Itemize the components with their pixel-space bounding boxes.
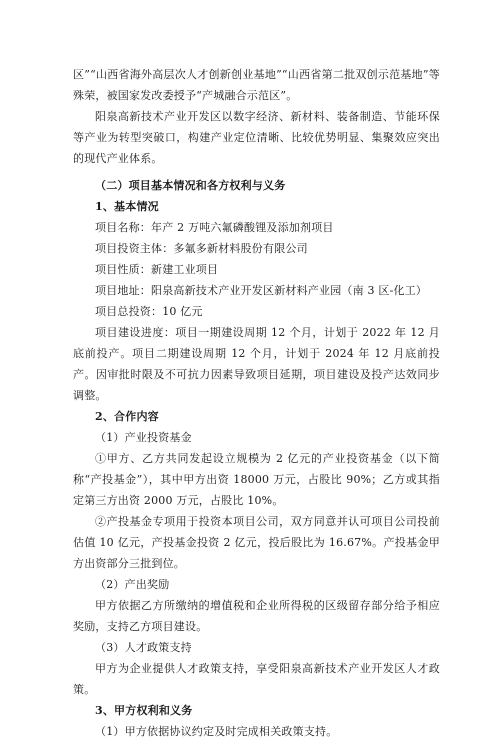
subheading-cooperation: 2、合作内容: [95, 410, 159, 423]
project-address: 项目地址：阳泉高新技术产业开发区新材料产业园（南 3 区-化工）: [95, 284, 428, 297]
project-investor: 项目投资主体：多氟多新材料股份有限公司: [95, 242, 308, 255]
cooperation-fund-para1: ①甲方、乙方共同发起设立规模为 2 亿元的产业投资基金（以下简称“产投基金”），其中甲方出资 18000 万元，占股比 90%；乙方或其指定第三方出资 2000 万元，占股比 10%。: [73, 452, 440, 507]
project-name: 项目名称：年产 2 万吨六氟磷酸锂及添加剂项目: [95, 221, 334, 234]
project-progress: 项目建设进度：项目一期建设周期 12 个月，计划于 2022 年 12 月底前投产。项目二期建设周期 12 个月，计划于 2024 年 12 月底前投产。因审批时限及不可抗力因素导致项目延期，项目建设及投产达效同步调整。: [73, 326, 440, 402]
cooperation-fund-title: （1）产业投资基金: [95, 431, 192, 444]
section-heading: （二）项目基本情况和各方权利与义务: [95, 179, 286, 192]
talent-policy-para: 甲方为企业提供人才政策支持，享受阳泉高新技术产业开发区人才政策。: [73, 662, 440, 696]
project-nature: 项目性质：新建工业项目: [95, 263, 219, 276]
paragraph-continuation: 区”“山西省海外高层次人才创新创业基地”“山西省第二批双创示范基地”等殊荣，被国家发改委授予“产城融合示范区”。: [73, 68, 440, 102]
party-a-right-1: （1）甲方依据协议约定及时完成相关政策支持。: [95, 725, 338, 738]
subheading-party-a-rights: 3、甲方权利和义务: [95, 704, 193, 717]
cooperation-fund-para2: ②产投基金专项用于投资本项目公司，双方同意并认可项目公司投前估值 10 亿元，产投基金投资 2 亿元，投后股比为 16.67%。产投基金甲方出资部分三批到位。: [73, 515, 440, 570]
project-total-investment: 项目总投资：10 亿元: [95, 305, 203, 318]
output-reward-title: （2）产出奖励: [95, 578, 170, 591]
paragraph-intro: 阳泉高新技术产业开发区以数字经济、新材料、装备制造、节能环保等产业为转型突破口，构建产业定位清晰、比较优势明显、集聚效应突出的现代产业体系。: [73, 110, 440, 165]
talent-policy-title: （3）人才政策支持: [95, 641, 192, 654]
output-reward-para: 甲方依据乙方所缴纳的增值税和企业所得税的区级留存部分给予相应奖励，支持乙方项目建设。: [73, 599, 440, 633]
subheading-basic-info: 1、基本情况: [95, 200, 159, 213]
